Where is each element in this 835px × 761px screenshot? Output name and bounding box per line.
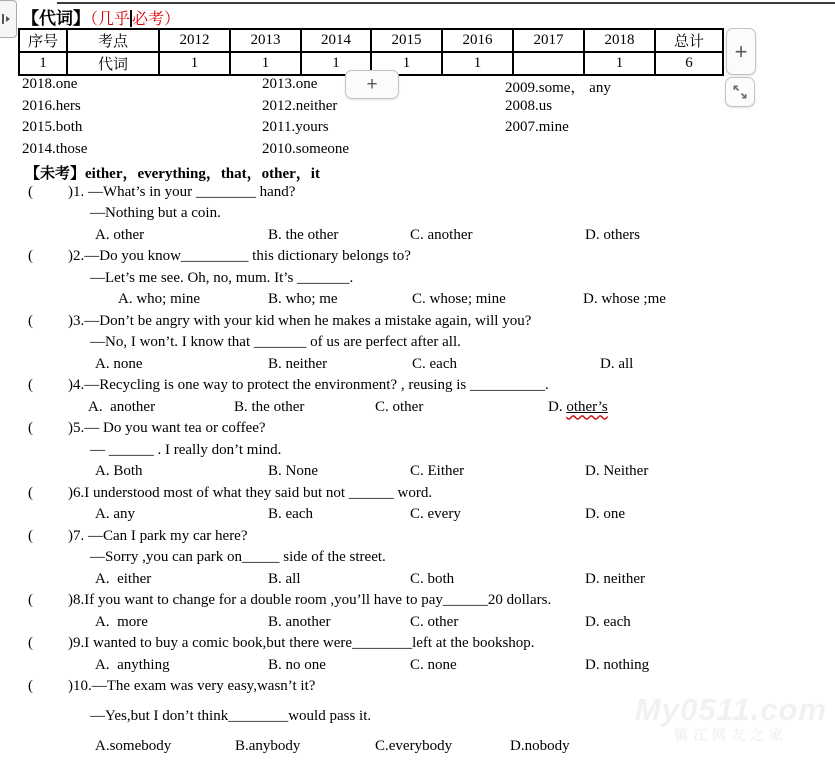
question-continuation-line bbox=[0, 442, 835, 464]
question-line bbox=[0, 420, 835, 442]
insert-column-button[interactable] bbox=[726, 28, 756, 75]
option-c: C. another bbox=[410, 226, 473, 243]
option-d: D. neither bbox=[585, 570, 645, 587]
table-cell: 代词 bbox=[67, 52, 159, 75]
not-tested-label: 【未考】 bbox=[25, 166, 86, 182]
answer-paren: ( bbox=[28, 312, 33, 329]
option-b: B. the other bbox=[234, 398, 305, 415]
options-line bbox=[0, 738, 835, 760]
option-a: A. more bbox=[95, 613, 148, 630]
option-c: C. other bbox=[410, 613, 459, 630]
question-text: — ______ . I really don’t mind. bbox=[90, 441, 282, 458]
tested-years-list bbox=[0, 73, 835, 162]
table-cell: 1 bbox=[584, 52, 655, 75]
answer-paren: ( bbox=[28, 377, 33, 393]
option-a: A. who; mine bbox=[118, 291, 201, 307]
options-line bbox=[0, 356, 835, 378]
question-line bbox=[0, 528, 835, 550]
option-b: B. all bbox=[268, 570, 301, 587]
answer-paren: ( bbox=[28, 484, 33, 501]
answer-paren: ( bbox=[28, 420, 33, 436]
misspelled-word bbox=[566, 399, 607, 415]
answer-paren: ( bbox=[28, 527, 33, 544]
question-text: )2.—Do you know_________ this dictionary belongs to? bbox=[68, 248, 411, 264]
plus-icon: + bbox=[366, 73, 378, 95]
option-c: C. other bbox=[375, 398, 424, 415]
table-cell: 1 bbox=[301, 52, 371, 75]
question-text: —Yes,but I don’t think________would pass it. bbox=[90, 707, 372, 724]
options-line bbox=[0, 227, 835, 249]
year-topic-item: 2010.someone bbox=[262, 140, 350, 157]
question-text: )6.I understood most of what they said but not ______ word. bbox=[68, 484, 433, 501]
table-cell: 6 bbox=[655, 52, 723, 75]
question-line bbox=[0, 248, 835, 270]
option-d: D. one bbox=[585, 506, 625, 522]
option-a: A. other bbox=[95, 226, 145, 243]
not-tested-line bbox=[0, 162, 835, 184]
question-line bbox=[0, 678, 835, 700]
table-cell: 1 bbox=[230, 52, 301, 75]
year-topic-item: 2011.yours bbox=[262, 119, 329, 135]
year-topic-item: 2015.both bbox=[22, 119, 83, 135]
table-cell: 2018 bbox=[584, 29, 655, 52]
question-text: )4.—Recycling is one way to protect the environment? , reusing is __________. bbox=[68, 377, 549, 393]
option-a: A. anything bbox=[95, 656, 170, 673]
question-continuation-line bbox=[0, 708, 835, 730]
options-line bbox=[0, 614, 835, 636]
table-cell: 2016 bbox=[442, 29, 513, 52]
section-title-note-left: （几乎 bbox=[90, 11, 131, 28]
options-line bbox=[0, 463, 835, 485]
watermark-site-name: My0511.com bbox=[634, 692, 827, 727]
option-c: C. every bbox=[410, 506, 461, 522]
option-d: D. Neither bbox=[585, 463, 649, 479]
table-cell: 1 bbox=[159, 52, 230, 75]
horizontal-resize-icon bbox=[0, 12, 11, 26]
question-line bbox=[0, 377, 835, 399]
table-cell: 2012 bbox=[159, 29, 230, 52]
watermark-site-slogan: 镇江网友之家 bbox=[673, 727, 788, 743]
table-header-row bbox=[19, 29, 723, 52]
option-d: D. nothing bbox=[585, 656, 650, 673]
year-topic-item: 2008.us bbox=[505, 97, 553, 114]
question-continuation-line bbox=[0, 549, 835, 571]
insert-row-button[interactable] bbox=[345, 70, 399, 99]
question-line bbox=[0, 592, 835, 614]
option-d: D.nobody bbox=[510, 738, 570, 754]
option-c: C. whose; mine bbox=[412, 291, 506, 307]
table-cell bbox=[513, 52, 584, 75]
option-d: D. other’s bbox=[548, 398, 608, 415]
options-line bbox=[0, 571, 835, 593]
tested-years-column-3 bbox=[505, 76, 611, 141]
question-text: —Sorry ,you can park on_____ side of the street. bbox=[90, 549, 386, 565]
question-text: )7. —Can I park my car here? bbox=[68, 527, 248, 544]
answer-paren: ( bbox=[28, 678, 33, 694]
section-title-note-right: 必考） bbox=[132, 11, 181, 28]
year-topic-item: 2009.some， any bbox=[505, 80, 611, 96]
table-move-handle-button[interactable] bbox=[0, 0, 17, 38]
year-topic-item: 2014.those bbox=[22, 140, 88, 157]
table-cell: 2015 bbox=[371, 29, 442, 52]
answer-paren: ( bbox=[28, 183, 33, 200]
question-text: )3.—Don’t be angry with your kid when he makes a mistake again, will you? bbox=[68, 312, 532, 329]
question-continuation-line bbox=[0, 334, 835, 356]
section-title bbox=[22, 4, 180, 29]
question-list bbox=[0, 184, 835, 760]
option-a: A.somebody bbox=[95, 738, 172, 754]
year-topic-item: 2016.hers bbox=[22, 97, 81, 114]
option-c: C. Either bbox=[410, 463, 465, 479]
table-cell: 考点 bbox=[67, 29, 159, 52]
option-c: C.everybody bbox=[375, 738, 453, 754]
option-b: B. None bbox=[268, 463, 318, 479]
option-a: A. Both bbox=[95, 463, 143, 479]
options-line bbox=[0, 291, 835, 313]
table-cell: 总计 bbox=[655, 29, 723, 52]
document-body bbox=[0, 73, 835, 760]
option-b: B. no one bbox=[268, 656, 326, 673]
option-b: B. each bbox=[268, 506, 313, 522]
table-cell: 1 bbox=[19, 52, 67, 75]
table-cell: 2017 bbox=[513, 29, 584, 52]
spellcheck-squiggle: other’s bbox=[566, 398, 608, 415]
diagonal-resize-icon bbox=[731, 83, 749, 101]
option-d: D. each bbox=[585, 613, 631, 630]
option-d: D. others bbox=[585, 226, 640, 243]
question-text: )5.— Do you want tea or coffee? bbox=[68, 420, 266, 436]
question-line bbox=[0, 485, 835, 507]
options-line bbox=[0, 506, 835, 528]
options-line bbox=[0, 657, 835, 679]
option-c: C. each bbox=[412, 355, 457, 372]
question-text: )10.—The exam was very easy,wasn’t it? bbox=[68, 678, 316, 694]
table-cell: 1 bbox=[442, 52, 513, 75]
option-b: B. who; me bbox=[268, 291, 338, 307]
year-topic-item: 2007.mine bbox=[505, 119, 569, 135]
question-text: —Nothing but a coin. bbox=[90, 205, 221, 221]
question-line bbox=[0, 184, 835, 206]
tested-years-column-2 bbox=[262, 76, 349, 162]
answer-paren: ( bbox=[28, 248, 33, 264]
table-cell: 2014 bbox=[301, 29, 371, 52]
option-a: A. either bbox=[95, 570, 152, 587]
year-topic-item: 2013.one bbox=[262, 76, 318, 92]
year-topic-item: 2012.neither bbox=[262, 97, 338, 114]
not-tested-items: either，everything，that，other，it bbox=[85, 166, 320, 182]
option-d: D. whose ;me bbox=[583, 291, 666, 307]
options-line bbox=[0, 399, 835, 421]
tested-years-column-1 bbox=[22, 76, 87, 162]
question-line bbox=[0, 635, 835, 657]
year-topic-item: 2018.one bbox=[22, 76, 78, 92]
option-c: C. both bbox=[410, 570, 455, 587]
section-title-heading: 【代词】 bbox=[22, 9, 90, 28]
answer-paren: ( bbox=[28, 592, 33, 608]
option-b: B.anybody bbox=[235, 738, 301, 754]
plus-icon: + bbox=[734, 38, 748, 64]
option-d: D. all bbox=[600, 355, 634, 372]
option-a: A. any bbox=[95, 506, 135, 522]
question-text: )8.If you want to change for a double room ,you’ll have to pay______20 dollars. bbox=[68, 592, 552, 608]
option-c: C. none bbox=[410, 656, 457, 673]
table-cell: 2013 bbox=[230, 29, 301, 52]
answer-paren: ( bbox=[28, 635, 33, 651]
question-text: —Let’s me see. Oh, no, mum. It’s _______. bbox=[90, 269, 354, 286]
question-text: —No, I won’t. I know that _______ of us are perfect after all. bbox=[90, 334, 461, 350]
option-b: B. another bbox=[268, 613, 331, 630]
table-cell: 1 bbox=[371, 52, 442, 75]
question-text: )1. —What’s in your ________ hand? bbox=[68, 183, 296, 200]
option-b: B. neither bbox=[268, 355, 328, 372]
option-a: A. another bbox=[88, 398, 156, 415]
question-continuation-line bbox=[0, 270, 835, 292]
table-resize-button[interactable] bbox=[725, 77, 755, 107]
question-continuation-line bbox=[0, 205, 835, 227]
option-b: B. the other bbox=[268, 226, 339, 243]
table-body bbox=[19, 29, 723, 75]
option-a: A. none bbox=[95, 355, 143, 372]
question-line bbox=[0, 313, 835, 335]
table-cell: 序号 bbox=[19, 29, 67, 52]
exam-stats-table bbox=[18, 28, 724, 76]
question-text: )9.I wanted to buy a comic book,but there were________left at the bookshop. bbox=[68, 635, 535, 651]
